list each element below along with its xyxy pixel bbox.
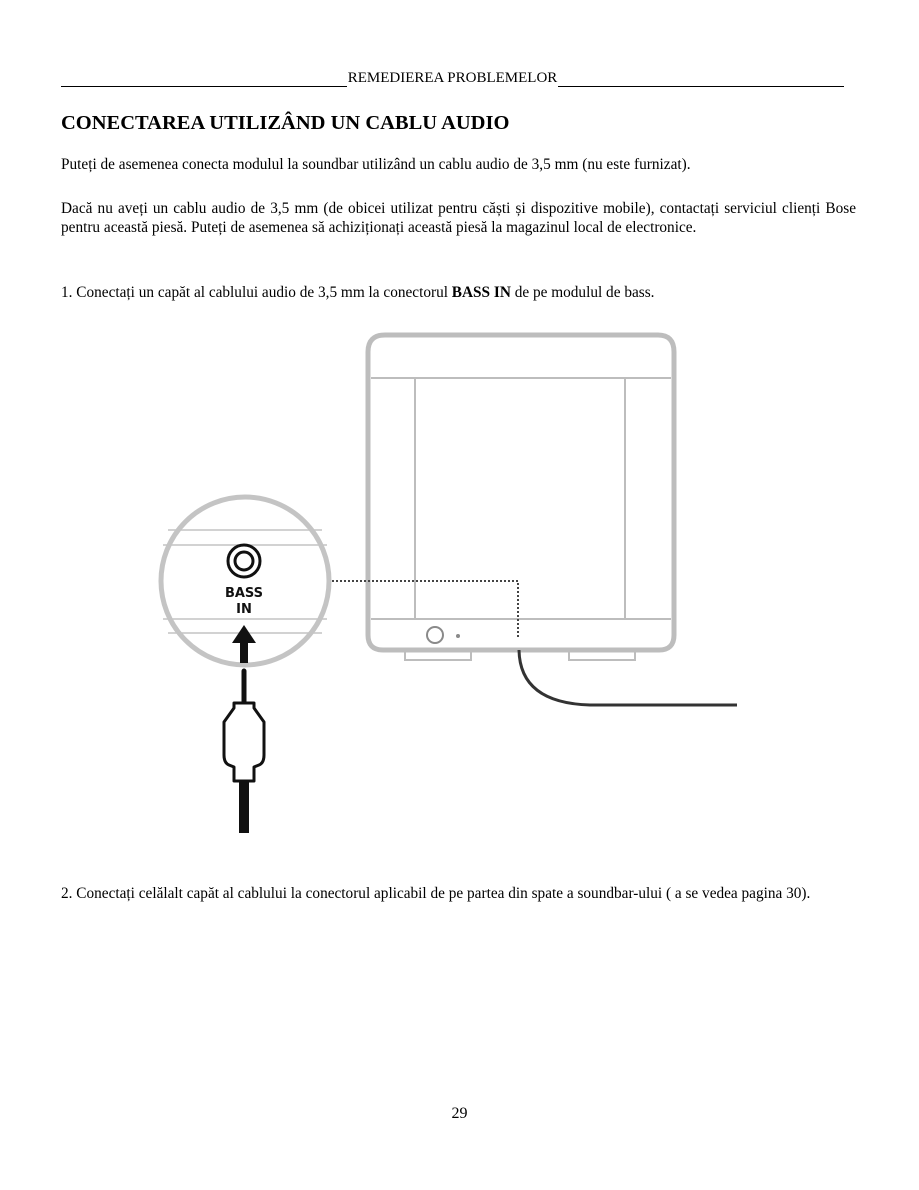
callout-dotted-line [332,581,518,637]
step-1-connector-name: BASS IN [451,284,511,301]
bass-module-illustration [368,335,674,660]
rear-audio-jack-icon [427,627,443,643]
step-1-text-start: 1. Conectați un capăt al cablului audio de 3,5 mm la conectorul [61,284,452,301]
intro-paragraph: Puteți de asemenea conecta modulul la soundbar utilizând un cablu audio de 3,5 mm (nu este furnizat). [61,156,691,173]
section-heading: CONECTAREA UTILIZÂND UN CABLU AUDIO [61,112,510,134]
cable-info-paragraph: Dacă nu aveți un cablu audio de 3,5 mm (de obicei utilizat pentru căști și dispozitive mobile), contactați serviciul clienți Bose pentru această piesă. Puteți de asemenea să achiziționați această piesă la magazinul local de electronice. [61,200,856,236]
header-section-title: REMEDIEREA PROBLEMELOR [347,70,558,86]
step-1-paragraph [61,283,856,302]
audio-cable-to-soundbar [519,650,737,705]
page-number: 29 [451,1105,468,1122]
page-header [61,69,844,87]
bass-module-connection-illustration [150,325,750,837]
audio-plug-3-5mm-icon [224,671,264,833]
header-rule-right [558,72,844,87]
status-light-icon [456,634,460,638]
step-1-text-end: de pe modulul de bass. [510,284,655,301]
header-rule-left [61,72,347,87]
port-label-in: IN [236,602,252,617]
port-label-bass: BASS [224,586,264,601]
step-2-paragraph: 2. Conectați celălalt capăt al cablului la conectorul aplicabil de pe partea din spate a soundbar-ului ( a se vedea pagina 30). [61,885,811,902]
